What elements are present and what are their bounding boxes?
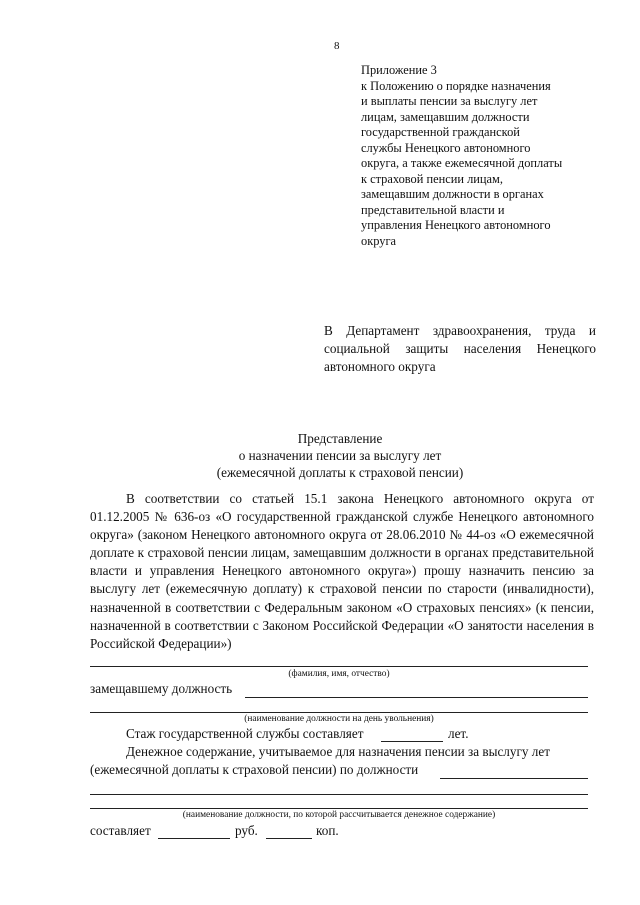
- rub-field[interactable]: [158, 838, 230, 839]
- appendix-line: управления Ненецкого автономного: [361, 218, 551, 232]
- petition-text: В соответствии со статьей 15.1 закона Ненецкого автономного округа от 01.12.2005 № 636-оз «О государственной гражданской службе Ненецкого автономного округа» (законом Ненецкого автономного округа от 28.06.2010 № 44-оз «О ежемесячной доплате к страховой пенсии лицам, замещавшим должности в органах представительной власти и управления Ненецкого автономного округа») прошу назначить пенсию за выслугу лет (ежемесячную доплату) к страховой пенсии по старости (инвалидности), назначенной в соответствии с Федеральным законом «О страховых пенсиях» (к пенсии, назначенной в соответствии с Законом Российской Федерации «О занятости населения в Российской Федерации»): [90, 491, 594, 651]
- kop-label: коп.: [316, 823, 339, 838]
- appendix-line: лицам, замещавшим должности: [361, 109, 530, 124]
- appendix-line: представительной власти и: [361, 202, 505, 217]
- service-label: Стаж государственной службы составляет: [126, 726, 364, 741]
- salary-label: Денежное содержание, учитываемое для назначения пенсии за выслугу лет: [126, 744, 550, 759]
- appendix-line: к страховой пенсии лицам,: [361, 171, 503, 186]
- appendix-line: к Положению о порядке назначения: [361, 78, 551, 93]
- salary-label-2: (ежемесячной доплаты к страховой пенсии) по должности: [90, 762, 419, 777]
- amount-label: составляет: [90, 823, 151, 838]
- service-suffix: лет.: [448, 726, 469, 741]
- appendix-line: службы Ненецкого автономного: [361, 140, 531, 155]
- appendix-header: [361, 63, 601, 249]
- salary-position-field-3[interactable]: [90, 808, 588, 809]
- salary-position-field[interactable]: [440, 778, 588, 779]
- body-paragraph: [90, 490, 594, 653]
- position-field-line[interactable]: [245, 697, 588, 698]
- title-subheading: (ежемесячной доплаты к страховой пенсии): [216, 465, 464, 480]
- title-subheading: о назначении пенсии за выслугу лет: [238, 448, 442, 463]
- position-field-line-2[interactable]: [90, 712, 588, 713]
- salary-position-field-2[interactable]: [90, 794, 588, 795]
- appendix-title: Приложение 3: [361, 63, 437, 77]
- position-label: замещавшему должность: [90, 681, 233, 696]
- fio-field-line[interactable]: [90, 666, 588, 667]
- page-number: 8: [334, 40, 340, 52]
- kop-field[interactable]: [266, 838, 312, 839]
- appendix-line: округа: [361, 233, 397, 248]
- appendix-line: замещавшим должности в органах: [361, 187, 544, 201]
- appendix-line: государственной гражданской: [361, 125, 520, 139]
- rub-label: руб.: [235, 823, 258, 838]
- fio-caption: (фамилия, имя, отчество): [288, 669, 390, 679]
- appendix-line: и выплаты пенсии за выслугу лет: [361, 94, 538, 108]
- title-heading: Представление: [297, 431, 383, 446]
- salary-caption: (наименование должности, по которой рассчитывается денежное содержание): [182, 810, 496, 820]
- document-title: [90, 430, 590, 481]
- addressee-block: В Департамент здравоохранения, труда и социальной защиты населения Ненецкого автономного округа: [324, 323, 596, 374]
- appendix-line: округа, а также ежемесячной доплаты: [361, 156, 563, 170]
- service-years-field[interactable]: [381, 741, 443, 742]
- position-caption: (наименование должности на день увольнения): [244, 714, 434, 724]
